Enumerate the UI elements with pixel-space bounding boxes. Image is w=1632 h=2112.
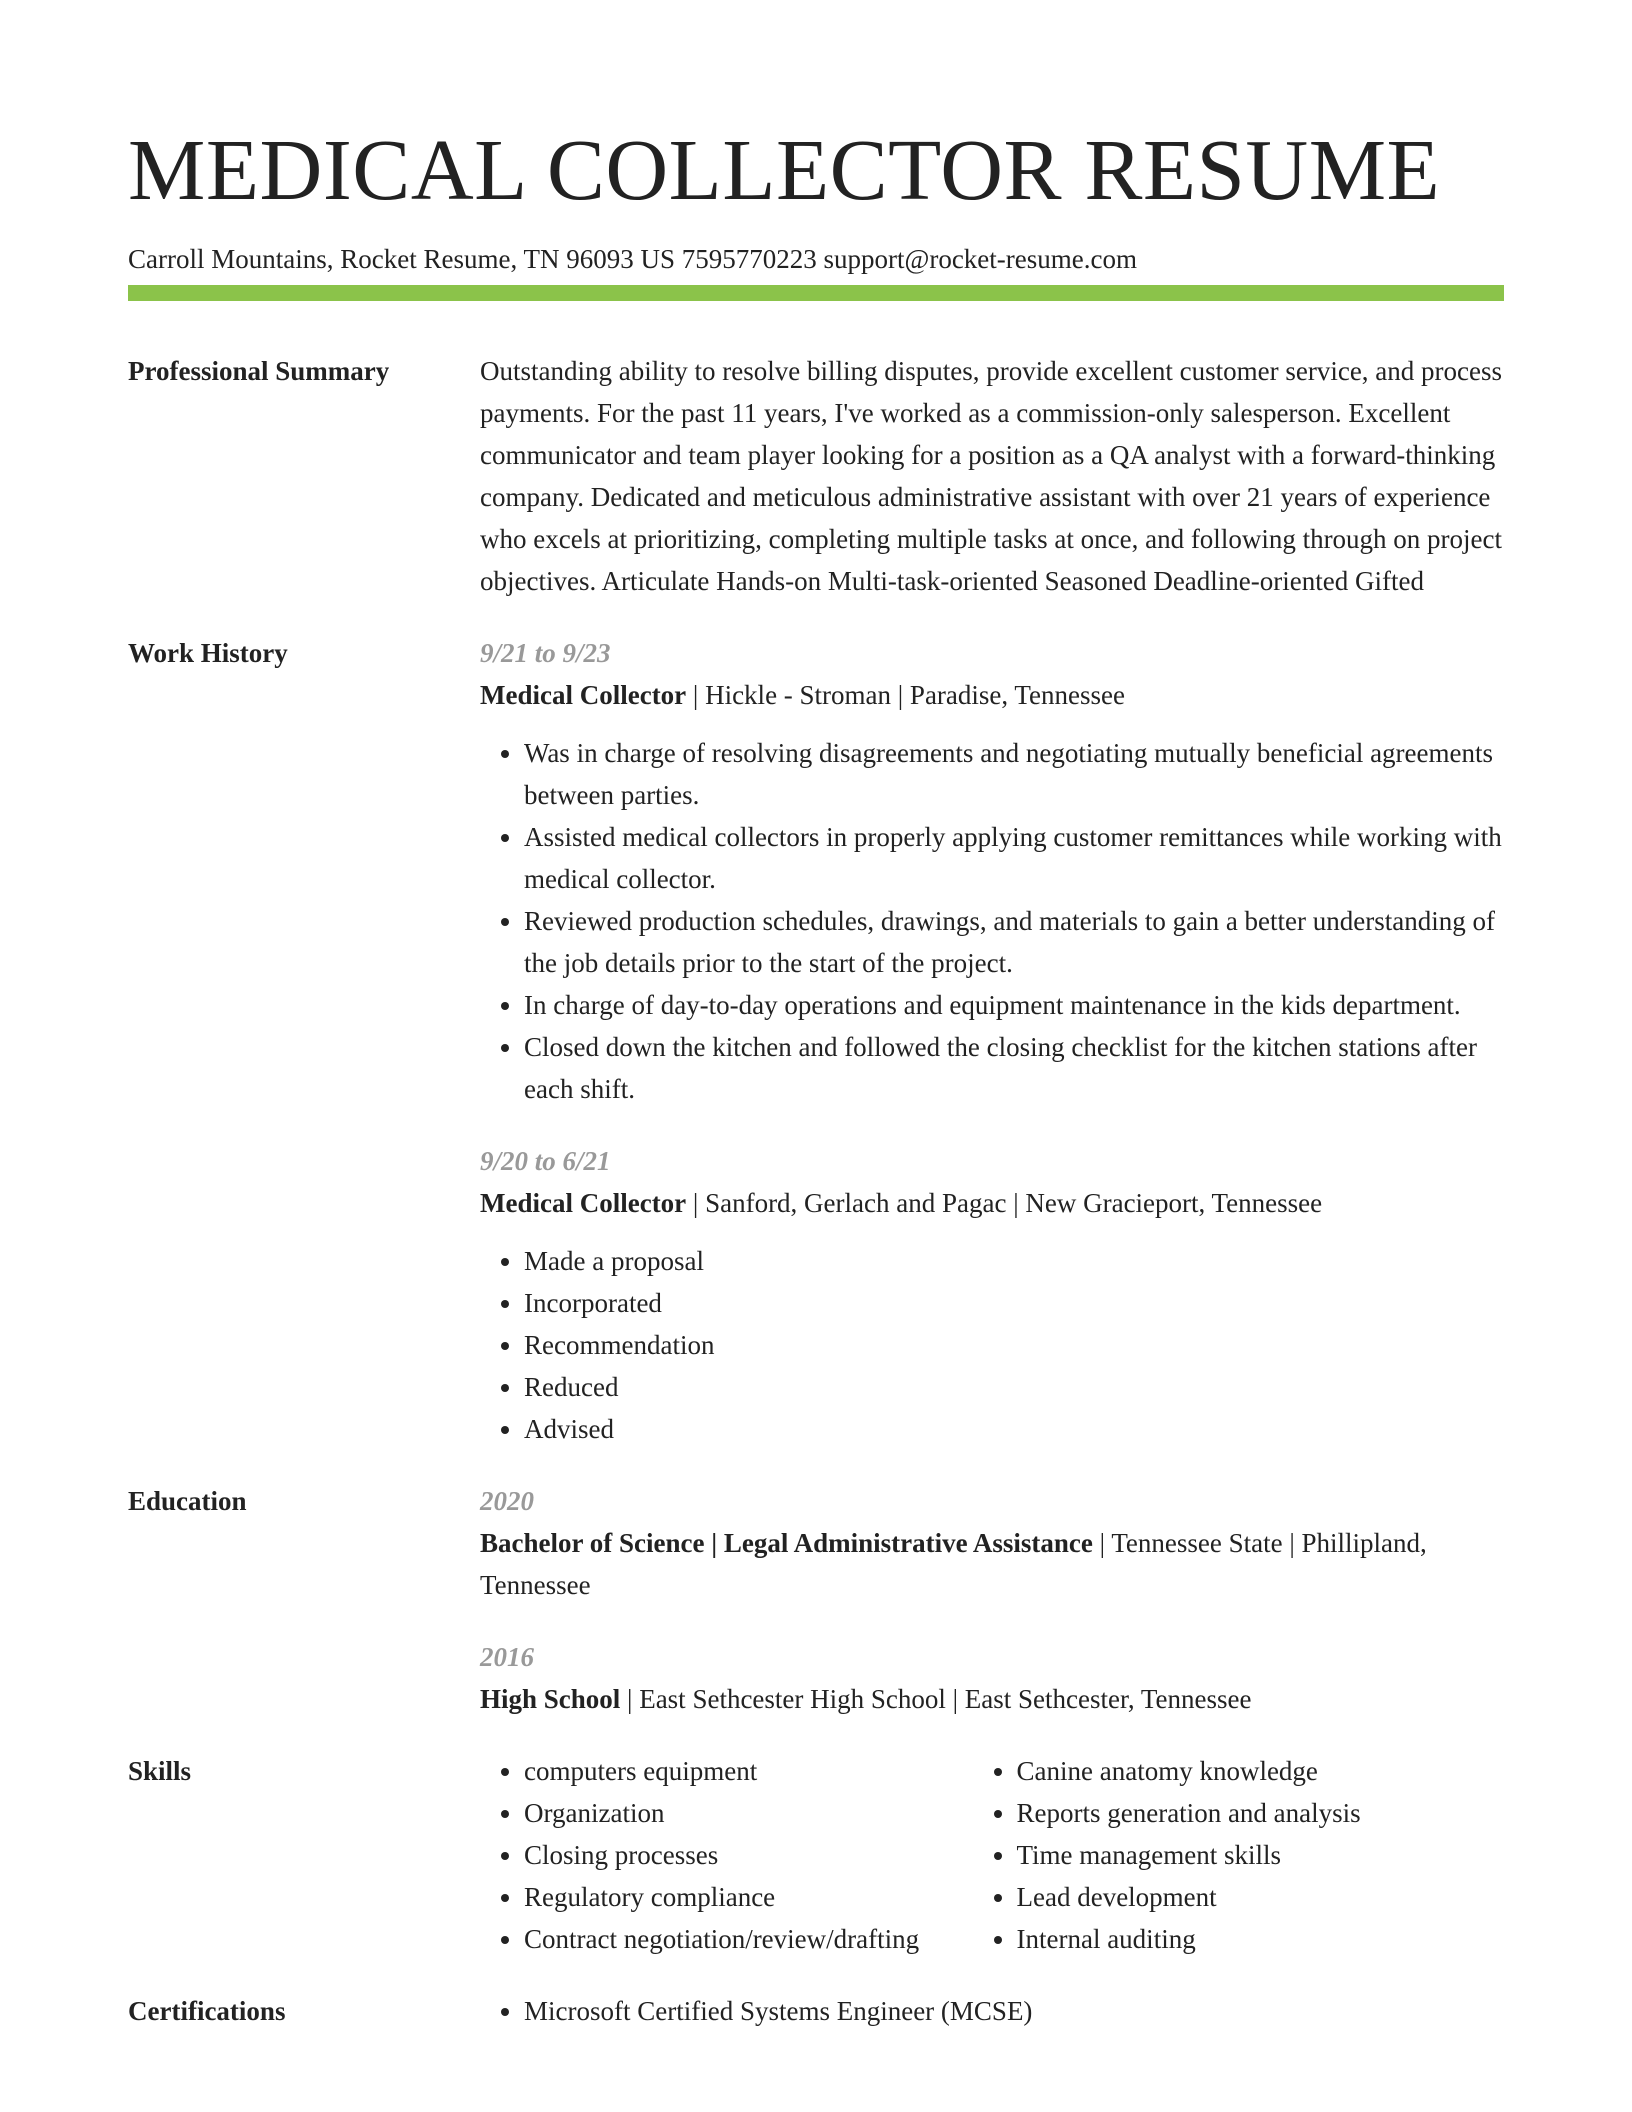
section-label: Certifications bbox=[128, 1996, 286, 2026]
skill-item: • Canine anatomy knowledge bbox=[1017, 1750, 1505, 1792]
skills-section bbox=[128, 1750, 1504, 1960]
list-item: • Closed down the kitchen and followed the closing checklist for the kitchen stations after each shift. bbox=[524, 1026, 1504, 1110]
job-title: Medical Collector bbox=[480, 1188, 687, 1218]
degree-title: Bachelor of Science | Legal Administrative Assistance bbox=[480, 1528, 1093, 1558]
certifications-section bbox=[128, 1990, 1504, 2032]
skill-item: • computers equipment bbox=[524, 1750, 973, 1792]
job-bullets bbox=[480, 732, 1504, 1110]
list-item: • Recommendation bbox=[524, 1324, 1504, 1366]
education-entry bbox=[480, 1480, 1504, 1606]
work-history-section bbox=[128, 632, 1504, 1450]
skill-item: • Lead development bbox=[1017, 1876, 1505, 1918]
list-item: • Was in charge of resolving disagreements and negotiating mutually beneficial agreements between parties. bbox=[524, 732, 1504, 816]
resume-content bbox=[128, 350, 1504, 2032]
education-entry bbox=[480, 1636, 1504, 1720]
list-item: • Advised bbox=[524, 1408, 1504, 1450]
list-item: • Reviewed production schedules, drawings, and materials to gain a better understanding of the job details prior to the start of the project. bbox=[524, 900, 1504, 984]
section-label: Skills bbox=[128, 1756, 192, 1786]
job-entry bbox=[480, 632, 1504, 1110]
job-date: 9/21 to 9/23 bbox=[480, 638, 611, 668]
job-heading bbox=[480, 1182, 1504, 1224]
education-date: 2020 bbox=[480, 1486, 534, 1516]
job-heading bbox=[480, 674, 1504, 716]
contact-info: Carroll Mountains, Rocket Resume, TN 96093 US 7595770223 support@rocket-resume.com bbox=[128, 244, 1137, 274]
list-item: • In charge of day-to-day operations and equipment maintenance in the kids department. bbox=[524, 984, 1504, 1026]
skill-item: • Contract negotiation/review/drafting bbox=[524, 1918, 973, 1960]
certifications-list bbox=[480, 1990, 1504, 2032]
job-title: Medical Collector bbox=[480, 680, 687, 710]
skill-item: • Organization bbox=[524, 1792, 973, 1834]
list-item: • Reduced bbox=[524, 1366, 1504, 1408]
job-bullets bbox=[480, 1240, 1504, 1450]
education-date: 2016 bbox=[480, 1642, 534, 1672]
job-details: | Hickle - Stroman | Paradise, Tennessee bbox=[686, 680, 1125, 710]
job-entry bbox=[480, 1140, 1504, 1450]
education-heading bbox=[480, 1678, 1504, 1720]
list-item: • Assisted medical collectors in properly applying customer remittances while working with medical collector. bbox=[524, 816, 1504, 900]
section-label: Work History bbox=[128, 638, 288, 668]
education-section bbox=[128, 1480, 1504, 1720]
degree-title: High School bbox=[480, 1684, 621, 1714]
section-label: Education bbox=[128, 1486, 247, 1516]
list-item: • Made a proposal bbox=[524, 1240, 1504, 1282]
summary-text: Outstanding ability to resolve billing disputes, provide excellent customer service, and process payments. For the past 11 years, I've worked as a commission-only salesperson. Excellent communicator and team player looking for a position as a QA analyst with a forward-thinking company. Dedicated and meticulous administrative assistant with over 21 years of experience who excels at prioritizing, completing multiple tasks at once, and following through on project objectives. Articulate Hands-on Multi-task-oriented Seasoned Deadline-oriented Gifted bbox=[480, 356, 1503, 596]
section-label: Professional Summary bbox=[128, 356, 390, 386]
education-details: | East Sethcester High School | East Sethcester, Tennessee bbox=[620, 1684, 1252, 1714]
education-heading bbox=[480, 1522, 1504, 1606]
certification-item: • Microsoft Certified Systems Engineer (MCSE) bbox=[524, 1990, 1504, 2032]
skill-item: • Closing processes bbox=[524, 1834, 973, 1876]
skill-item: • Internal auditing bbox=[1017, 1918, 1505, 1960]
job-date: 9/20 to 6/21 bbox=[480, 1146, 611, 1176]
skills-grid bbox=[480, 1750, 1504, 1960]
list-item: • Incorporated bbox=[524, 1282, 1504, 1324]
summary-section bbox=[128, 350, 1504, 602]
education-details: | Tennessee State | Phillipland, Tennessee bbox=[480, 1528, 1427, 1600]
skill-item: • Reports generation and analysis bbox=[1017, 1792, 1505, 1834]
skills-column bbox=[480, 1750, 973, 1960]
skill-item: • Time management skills bbox=[1017, 1834, 1505, 1876]
skills-column bbox=[973, 1750, 1505, 1960]
page-title: MEDICAL COLLECTOR RESUME bbox=[128, 121, 1441, 218]
resume-header bbox=[128, 118, 1504, 276]
accent-divider bbox=[128, 285, 1504, 301]
job-details: | Sanford, Gerlach and Pagac | New Gracieport, Tennessee bbox=[686, 1188, 1323, 1218]
skill-item: • Regulatory compliance bbox=[524, 1876, 973, 1918]
